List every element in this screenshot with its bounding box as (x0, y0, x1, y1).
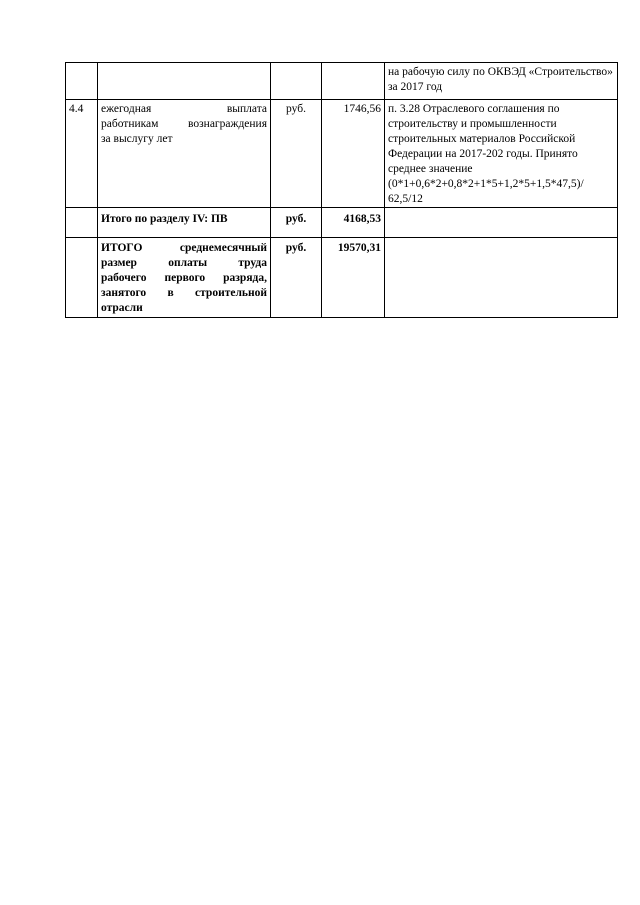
subtotal-value: 4168,53 (322, 208, 385, 238)
total-label-line: размер оплаты труда (101, 257, 267, 269)
total-label-line: рабочего первого разряда, (101, 272, 267, 284)
unit-cell: руб. (271, 100, 322, 208)
value-cell: 1746,56 (322, 100, 385, 208)
table-row-total (66, 238, 618, 318)
subtotal-label: Итого по разделу IV: ПВ (98, 208, 271, 238)
row-number-cell (66, 238, 98, 318)
wage-calculation-table (65, 62, 618, 318)
note-cell: на рабочую силу по ОКВЭД «Строительство» за 2017 год (385, 63, 618, 100)
value-cell (322, 63, 385, 100)
item-name-cell (98, 63, 271, 100)
item-name-line: работникам вознаграждения (101, 118, 267, 130)
note-cell (385, 208, 618, 238)
row-number-cell (66, 63, 98, 100)
table-row-continuation (66, 63, 618, 100)
note-cell (385, 238, 618, 318)
item-name-line: за выслугу лет (101, 133, 173, 145)
item-name-line: ежегодная выплата (101, 103, 267, 115)
total-label-line: ИТОГО среднемесячный (101, 242, 267, 254)
row-number-cell: 4.4 (66, 100, 98, 208)
total-label-line: занятого в строительной (101, 287, 267, 299)
table-row-subtotal (66, 208, 618, 238)
total-value: 19570,31 (322, 238, 385, 318)
table-row-4-4 (66, 100, 618, 208)
unit-cell: руб. (271, 238, 322, 318)
row-number-cell (66, 208, 98, 238)
total-label (98, 238, 271, 318)
item-name-cell (98, 100, 271, 208)
note-cell: п. 3.28 Отраслевого соглашения по строительству и промышленности строительных материалов Российской Федерации на 2017-202 годы. Принято среднее значение (0*1+0,6*2+0,8*2+1*5+1,2*5+1,5*47,5)/ 62,5/12 (385, 100, 618, 208)
total-label-line: отрасли (101, 302, 143, 314)
unit-cell: руб. (271, 208, 322, 238)
unit-cell (271, 63, 322, 100)
